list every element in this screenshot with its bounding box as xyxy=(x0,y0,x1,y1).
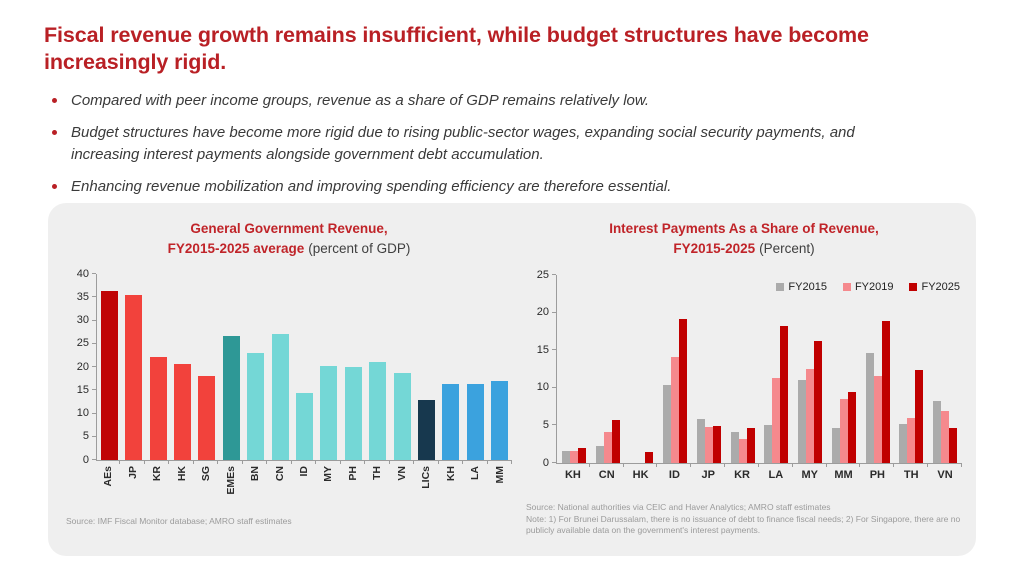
bar-group-slot xyxy=(692,275,726,463)
y-tick-label xyxy=(77,361,96,372)
bar-KR-FY2019 xyxy=(739,439,747,462)
bar-group-slot xyxy=(658,275,692,463)
bar-group-MY xyxy=(798,275,822,463)
x-label-slot xyxy=(439,461,463,503)
bar-LA-FY2019 xyxy=(772,378,780,463)
bar-group-VN xyxy=(933,275,957,463)
x-label-slot: JP xyxy=(691,464,725,489)
chart-legend xyxy=(776,281,960,293)
x-label-slot: TH xyxy=(894,464,928,489)
y-tick-value: 20 xyxy=(536,306,549,319)
plot-area xyxy=(556,275,962,464)
legend-item-FY2015 xyxy=(776,281,827,293)
bar-KH xyxy=(442,384,459,459)
y-tick-value: 25 xyxy=(76,337,89,350)
bullet-text: Enhancing revenue mobilization and improving spending efficiency are therefore essential. xyxy=(71,177,672,195)
y-tick-value: 10 xyxy=(76,407,89,419)
y-tick-label xyxy=(543,419,556,430)
source-note: Source: National authorities via CEIC and Haver Analytics; AMRO staff estimates xyxy=(526,501,831,512)
y-tick-label xyxy=(77,291,96,302)
x-label: HK xyxy=(175,465,188,481)
x-label-slot xyxy=(218,461,242,503)
legend-swatch-icon xyxy=(776,283,784,291)
x-tick-mark xyxy=(961,464,962,467)
bar-HK xyxy=(174,364,191,460)
x-tick-mark xyxy=(511,461,512,464)
bar-PH-FY2019 xyxy=(874,376,882,462)
bullet-item xyxy=(52,176,912,197)
legend-label: FY2025 xyxy=(921,280,960,293)
bullet-list xyxy=(52,90,912,208)
y-tick-value: 0 xyxy=(542,456,549,469)
x-axis-labels xyxy=(96,461,512,503)
bar-group-slot xyxy=(895,275,929,463)
x-label: PH xyxy=(346,465,359,481)
bar-VN-FY2019 xyxy=(941,411,949,463)
x-label-slot: LA xyxy=(759,464,793,489)
bar-EMEs xyxy=(223,336,240,460)
x-label-slot: PH xyxy=(860,464,894,489)
bar-JP-FY2019 xyxy=(705,427,713,462)
bar-TH-FY2015 xyxy=(899,424,907,462)
bar-JP-FY2015 xyxy=(697,419,705,463)
x-label-slot xyxy=(169,461,193,503)
x-label-slot: VN xyxy=(928,464,962,489)
y-axis xyxy=(526,268,556,469)
y-tick-label xyxy=(77,315,96,326)
plot-area xyxy=(96,274,512,461)
charts-panel xyxy=(48,203,976,556)
y-tick-value: 0 xyxy=(82,453,89,466)
bar-VN-FY2025 xyxy=(949,428,957,463)
bar-slot xyxy=(317,274,341,460)
bar-group-slot xyxy=(625,275,659,463)
y-tick-label xyxy=(77,384,96,395)
bar-slot xyxy=(390,274,414,460)
x-label-slot xyxy=(243,461,267,503)
bar-KH-FY2025 xyxy=(578,448,586,462)
bar-slot xyxy=(414,274,438,460)
bullet-dot-icon xyxy=(52,130,57,135)
x-label-slot: KH xyxy=(556,464,590,489)
chart-title-line1: General Government Revenue, xyxy=(190,221,388,236)
bar-CN xyxy=(272,334,289,459)
y-tick-label xyxy=(77,408,96,419)
chart-title xyxy=(526,219,962,260)
source-note: Source: IMF Fiscal Monitor database; AMRO staff estimates xyxy=(66,515,292,526)
bar-VN-FY2015 xyxy=(933,401,941,463)
bar-group-KH xyxy=(562,275,586,463)
bar-group-LA xyxy=(764,275,788,463)
x-label-slot xyxy=(194,461,218,503)
bar-slot xyxy=(121,274,145,460)
x-label: BN xyxy=(249,465,262,481)
x-label-slot xyxy=(365,461,389,503)
chart-title-line2: FY2015-2025 xyxy=(673,241,756,257)
bar-ID-FY2019 xyxy=(671,357,679,462)
x-label-slot: CN xyxy=(590,464,624,489)
x-axis-labels xyxy=(556,464,962,489)
bar-slot xyxy=(146,274,170,460)
bar-PH-FY2015 xyxy=(866,353,874,463)
chart-title xyxy=(66,219,512,260)
bar-CN-FY2015 xyxy=(596,446,604,463)
y-tick-value: 5 xyxy=(542,418,549,431)
bar-KH-FY2019 xyxy=(570,451,578,462)
x-label-slot: MM xyxy=(827,464,861,489)
x-label: LICs xyxy=(420,465,433,489)
x-label-slot xyxy=(488,461,512,503)
bar-group-slot xyxy=(793,275,827,463)
y-tick-label xyxy=(537,269,556,280)
x-label-slot xyxy=(145,461,169,503)
legend-item-FY2025 xyxy=(909,281,960,293)
bar-group-slot xyxy=(726,275,760,463)
bar-BN xyxy=(247,353,264,459)
x-label-slot: MY xyxy=(793,464,827,489)
bar-TH-FY2025 xyxy=(915,370,923,462)
x-label-slot xyxy=(292,461,316,503)
x-label: CN xyxy=(273,465,286,481)
bar-group-ID xyxy=(663,275,687,463)
bar-MY xyxy=(320,366,337,460)
x-label-slot xyxy=(96,461,120,503)
x-label: ID xyxy=(297,465,310,476)
legend-label: FY2015 xyxy=(788,280,827,293)
x-label: VN xyxy=(395,465,408,481)
x-label-slot: ID xyxy=(657,464,691,489)
bar-group-slot xyxy=(591,275,625,463)
x-label: MY xyxy=(322,465,335,482)
bar-slot xyxy=(243,274,267,460)
x-label-slot xyxy=(341,461,365,503)
x-label: KH xyxy=(444,465,457,481)
bar-LA-FY2015 xyxy=(764,425,772,463)
bar-CN-FY2019 xyxy=(604,432,612,462)
x-label-slot xyxy=(267,461,291,503)
bar-slot xyxy=(268,274,292,460)
y-tick-value: 40 xyxy=(76,267,89,280)
x-label: EMEs xyxy=(224,465,237,495)
bar-slot xyxy=(365,274,389,460)
bar-ID xyxy=(296,393,313,459)
legend-item-FY2019 xyxy=(843,281,894,293)
plot-row xyxy=(66,267,512,466)
chart-interest-payments xyxy=(526,219,962,537)
bar-slot xyxy=(219,274,243,460)
bar-slot xyxy=(439,274,463,460)
bar-PH xyxy=(345,367,362,459)
bar-KH-FY2015 xyxy=(562,451,570,462)
y-tick-value: 10 xyxy=(536,381,549,394)
bullet-item xyxy=(52,90,912,111)
bar-AEs xyxy=(101,291,118,459)
bar-slot xyxy=(97,274,121,460)
y-tick-value: 15 xyxy=(536,343,549,356)
chart-title-line2: FY2015-2025 average xyxy=(167,241,305,257)
bar-slot xyxy=(341,274,365,460)
x-label: TH xyxy=(371,465,384,480)
bar-LA xyxy=(467,384,484,460)
bar-MM-FY2025 xyxy=(848,392,856,463)
bar-MM-FY2019 xyxy=(840,399,848,463)
bar-slot xyxy=(292,274,316,460)
bar-MY-FY2015 xyxy=(798,380,806,463)
bar-group-KR xyxy=(731,275,755,463)
bar-group-HK xyxy=(629,275,653,463)
legend-label: FY2019 xyxy=(854,280,894,293)
bar-group-CN xyxy=(596,275,620,463)
bar-JP xyxy=(125,295,142,460)
legend-swatch-icon xyxy=(909,283,917,291)
x-label-slot xyxy=(414,461,438,503)
y-tick-label xyxy=(77,268,96,279)
bar-group-MM xyxy=(832,275,856,463)
bar-VN xyxy=(394,373,411,459)
y-tick-label xyxy=(537,344,556,355)
x-label: LA xyxy=(469,465,482,480)
chart-title-unit: (percent of GDP) xyxy=(308,241,411,257)
x-label-slot xyxy=(390,461,414,503)
bar-MM-FY2015 xyxy=(832,428,840,463)
bar-group-slot xyxy=(827,275,861,463)
bar-slot xyxy=(170,274,194,460)
y-tick-value: 20 xyxy=(76,360,89,373)
x-label-slot: HK xyxy=(624,464,658,489)
bar-group-slot xyxy=(760,275,794,463)
bar-slot xyxy=(463,274,487,460)
bar-slot xyxy=(488,274,512,460)
bar-MY-FY2025 xyxy=(814,341,822,463)
x-label-slot: KR xyxy=(725,464,759,489)
legend-swatch-icon xyxy=(843,283,851,291)
x-label: JP xyxy=(126,465,139,479)
y-tick-label xyxy=(83,431,96,442)
x-label-slot xyxy=(463,461,487,503)
x-label-slot xyxy=(120,461,144,503)
bar-LICs xyxy=(418,400,435,460)
bullet-dot-icon xyxy=(52,184,57,189)
bar-group-slot xyxy=(861,275,895,463)
bar-group-JP xyxy=(697,275,721,463)
bar-TH xyxy=(369,362,386,460)
bar-group-TH xyxy=(899,275,923,463)
footnote: Note: 1) For Brunei Darussalam, there is no issuance of debt to finance fiscal needs; 2) For Singapore, there are no publicly available data on the government's interest payments. xyxy=(526,513,961,536)
y-tick-value: 15 xyxy=(76,383,89,396)
bar-ID-FY2025 xyxy=(679,319,687,463)
bar-ID-FY2015 xyxy=(663,385,671,462)
bar-KR-FY2025 xyxy=(747,428,755,463)
y-tick-label xyxy=(83,454,96,465)
bar-group-slot xyxy=(928,275,962,463)
bar-LA-FY2025 xyxy=(780,326,788,462)
x-label-slot xyxy=(316,461,340,503)
y-tick-label xyxy=(537,307,556,318)
slide-title: Fiscal revenue growth remains insufficient, while budget structures have become increasingly rigid. xyxy=(44,23,869,75)
y-axis xyxy=(66,267,96,466)
bar-KR xyxy=(150,357,167,459)
y-tick-label xyxy=(77,338,96,349)
plot-row xyxy=(526,268,962,469)
y-tick-label xyxy=(543,457,556,468)
bullet-item xyxy=(52,122,912,165)
y-tick-value: 35 xyxy=(76,290,89,303)
x-label: KR xyxy=(151,465,164,481)
bar-SG xyxy=(198,376,215,459)
chart-title-line1: Interest Payments As a Share of Revenue, xyxy=(609,221,879,236)
x-label: MM xyxy=(493,465,506,483)
bullet-text: Budget structures have become more rigid due to rising public-sector wages, expanding social security payments, and increasing interest payments alongside government debt accumulation. xyxy=(71,124,855,163)
bar-HK-FY2025 xyxy=(645,452,653,463)
x-label: SG xyxy=(200,465,213,481)
bar-MY-FY2019 xyxy=(806,369,814,462)
bar-TH-FY2019 xyxy=(907,418,915,462)
chart-general-government-revenue xyxy=(66,219,512,526)
bullet-text: Compared with peer income groups, revenue as a share of GDP remains relatively low. xyxy=(71,92,650,109)
y-tick-value: 30 xyxy=(76,314,89,326)
y-tick-value: 5 xyxy=(82,430,89,443)
bar-group-PH xyxy=(866,275,890,463)
chart-title-unit: (Percent) xyxy=(759,241,815,257)
bar-MM xyxy=(491,381,508,459)
bar-CN-FY2025 xyxy=(612,420,620,463)
bar-JP-FY2025 xyxy=(713,426,721,462)
bar-PH-FY2025 xyxy=(882,321,890,462)
bar-slot xyxy=(195,274,219,460)
bullet-dot-icon xyxy=(52,98,57,103)
y-tick-value: 25 xyxy=(536,268,549,281)
bar-KR-FY2015 xyxy=(731,432,739,463)
x-label: AEs xyxy=(102,465,115,486)
y-tick-label xyxy=(537,382,556,393)
bar-group-slot xyxy=(557,275,591,463)
